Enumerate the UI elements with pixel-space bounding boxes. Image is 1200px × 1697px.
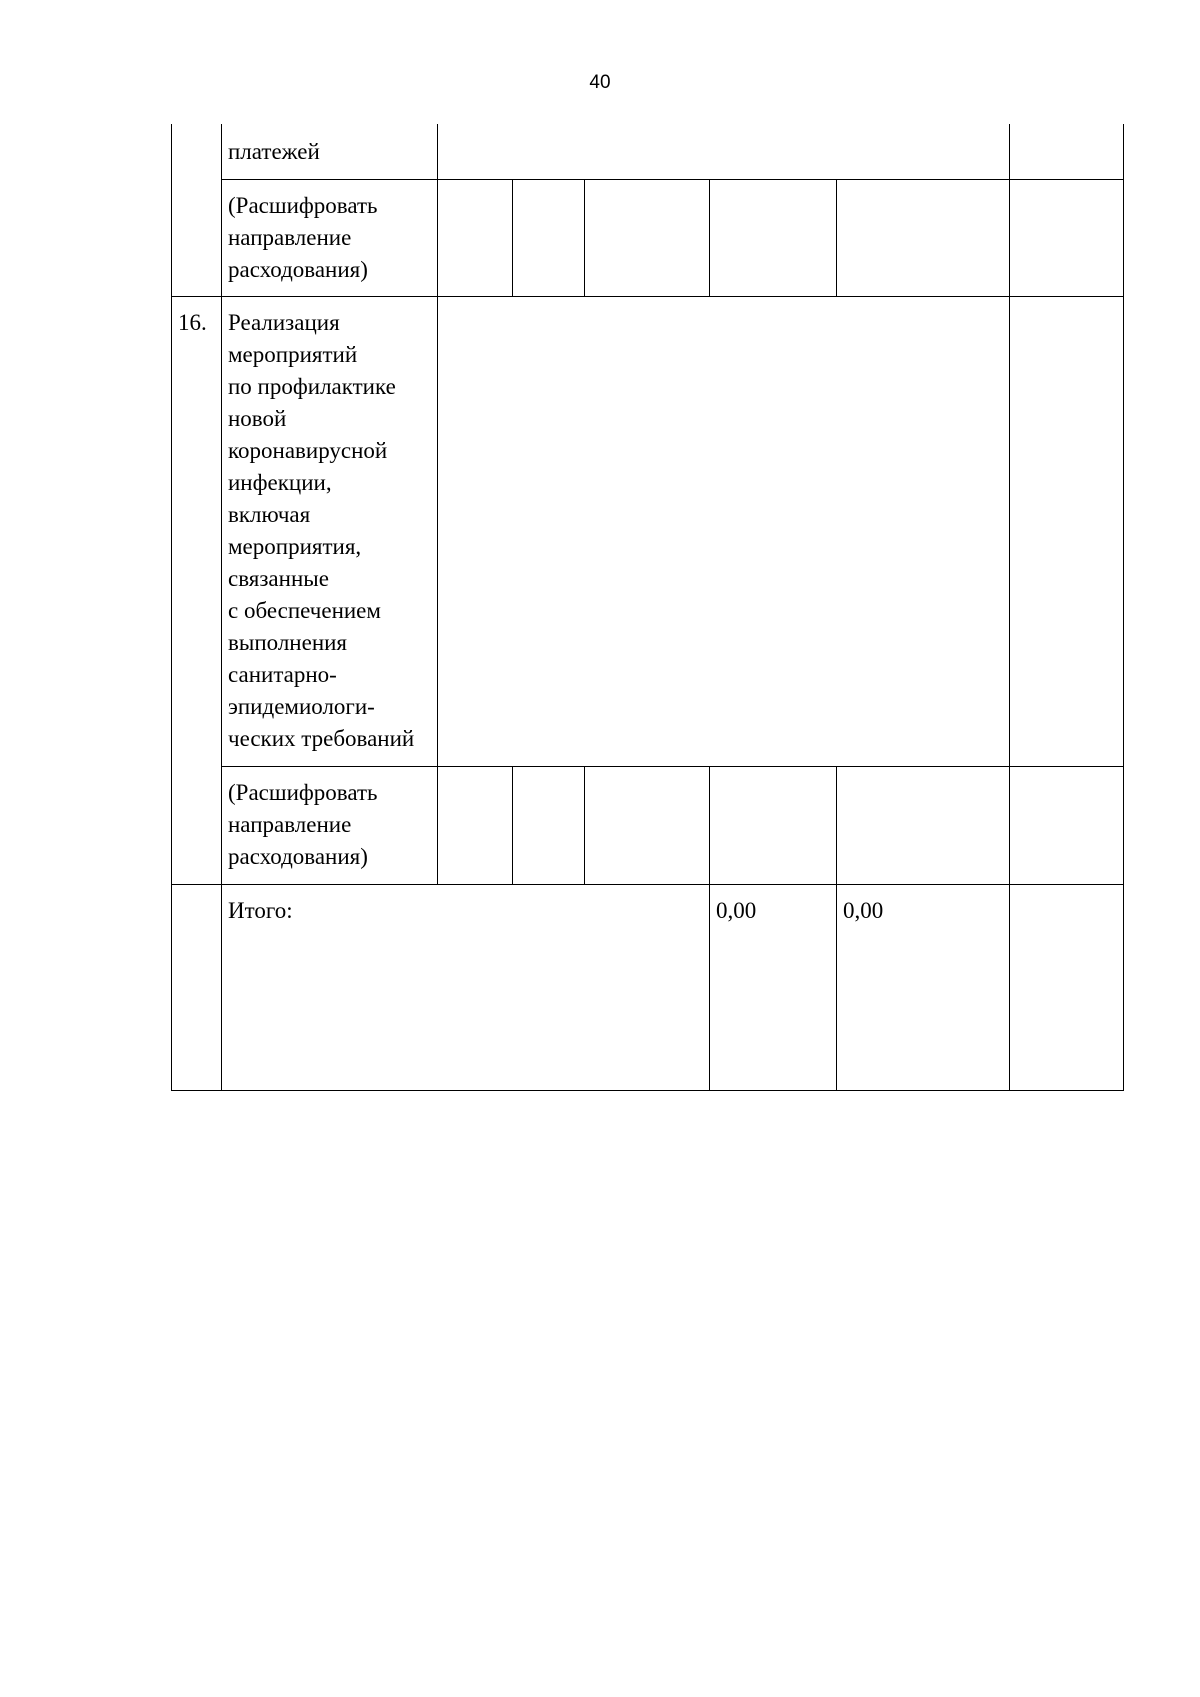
total-value-1: 0,00 bbox=[716, 897, 757, 923]
total-label: Итого: bbox=[228, 897, 293, 923]
table-row bbox=[172, 179, 1124, 296]
table-row bbox=[172, 766, 1124, 884]
value-cell bbox=[585, 766, 710, 884]
row-label-cell bbox=[222, 124, 438, 179]
row-label-cell bbox=[222, 296, 438, 766]
expense-table bbox=[171, 124, 1124, 1091]
row-number-cell bbox=[172, 884, 222, 1090]
value-cell bbox=[710, 179, 837, 296]
row-label-cell bbox=[222, 179, 438, 296]
merged-value-cell bbox=[438, 296, 1010, 766]
note-cell bbox=[1010, 296, 1124, 766]
row-label: (Расшифровать направление расходования) bbox=[228, 192, 378, 282]
note-cell bbox=[1010, 179, 1124, 296]
row-number-cell bbox=[172, 296, 222, 884]
total-label-cell bbox=[222, 884, 710, 1090]
row-label-cell bbox=[222, 766, 438, 884]
total-value-cell bbox=[837, 884, 1010, 1090]
row-label: платежей bbox=[228, 139, 320, 164]
value-cell bbox=[438, 766, 513, 884]
value-cell bbox=[710, 766, 837, 884]
note-cell bbox=[1010, 766, 1124, 884]
value-cell bbox=[513, 179, 585, 296]
value-cell bbox=[837, 179, 1010, 296]
value-cell bbox=[438, 179, 513, 296]
total-row bbox=[172, 884, 1124, 1090]
value-cell bbox=[837, 766, 1010, 884]
row-label: Реализация мероприятий по профилактике новой коронавирусной инфекции, включая мероприятия, связанные с обеспечением выполнения санитарно- эпидемиологи- ческих требований bbox=[228, 309, 415, 751]
row-number: 16. bbox=[178, 309, 207, 335]
total-value-2: 0,00 bbox=[843, 897, 884, 923]
page-number: 40 bbox=[589, 72, 611, 93]
row-label: (Расшифровать направление расходования) bbox=[228, 779, 378, 869]
note-cell bbox=[1010, 884, 1124, 1090]
merged-value-cell bbox=[438, 124, 1010, 179]
table-row bbox=[172, 296, 1124, 766]
table-row bbox=[172, 124, 1124, 179]
value-cell bbox=[513, 766, 585, 884]
total-value-cell bbox=[710, 884, 837, 1090]
value-cell bbox=[585, 179, 710, 296]
row-number-cell bbox=[172, 124, 222, 296]
note-cell bbox=[1010, 124, 1124, 179]
